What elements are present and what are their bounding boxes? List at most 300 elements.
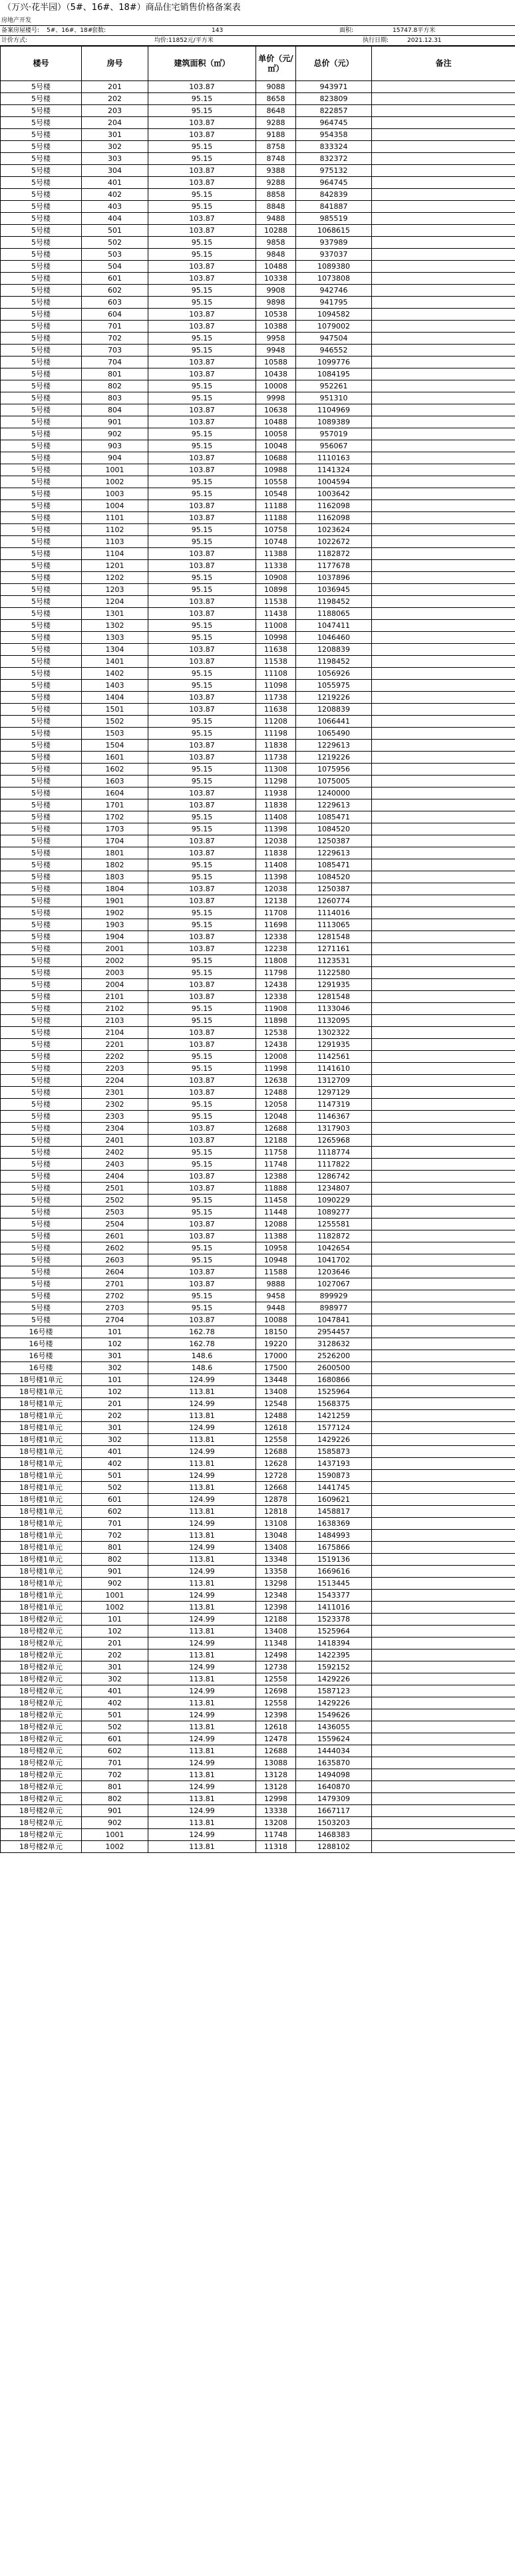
cell-total-price: 1084520 — [296, 871, 372, 883]
cell-total-price: 1229613 — [296, 847, 372, 859]
cell-area: 113.81 — [148, 1602, 256, 1614]
table-row — [1, 1159, 515, 1171]
cell-area: 95.15 — [148, 392, 256, 404]
table-row — [1, 380, 515, 392]
cell-room: 902 — [82, 1578, 148, 1590]
table-row — [1, 716, 515, 728]
cell-total-price: 937989 — [296, 237, 372, 249]
cell-total-price: 1640870 — [296, 1781, 372, 1793]
cell-notes — [372, 620, 515, 632]
cell-building: 5号楼 — [1, 1075, 82, 1087]
cell-room: 2202 — [82, 1051, 148, 1063]
cell-total-price: 1667117 — [296, 1805, 372, 1817]
record-label: 备案房屋楼号: — [1, 27, 40, 34]
cell-notes — [372, 1398, 515, 1410]
table-row — [1, 1111, 515, 1123]
cell-area: 113.81 — [148, 1458, 256, 1470]
cell-notes — [372, 141, 515, 153]
cell-room: 2602 — [82, 1242, 148, 1254]
cell-building: 5号楼 — [1, 1135, 82, 1147]
cell-total-price: 1099776 — [296, 357, 372, 368]
cell-area: 113.81 — [148, 1649, 256, 1661]
cell-notes — [372, 704, 515, 716]
table-row — [1, 1266, 515, 1278]
table-row — [1, 1482, 515, 1494]
cell-notes — [372, 1362, 515, 1374]
table-header-row — [1, 47, 515, 81]
cell-building: 18号楼1单元 — [1, 1518, 82, 1530]
cell-notes — [372, 1506, 515, 1518]
table-row — [1, 943, 515, 955]
cell-unit-price: 10558 — [256, 476, 296, 488]
table-row — [1, 129, 515, 141]
cell-unit-price: 12038 — [256, 883, 296, 895]
table-row — [1, 620, 515, 632]
cell-room: 1804 — [82, 883, 148, 895]
cell-notes — [372, 1470, 515, 1482]
cell-room: 2403 — [82, 1159, 148, 1171]
cell-total-price: 964745 — [296, 117, 372, 129]
cell-total-price: 1004594 — [296, 476, 372, 488]
cell-area: 103.87 — [148, 740, 256, 752]
cell-unit-price: 12488 — [256, 1087, 296, 1099]
cell-area: 113.81 — [148, 1530, 256, 1542]
cell-unit-price: 12878 — [256, 1494, 296, 1506]
cell-building: 5号楼 — [1, 799, 82, 811]
cell-area: 124.99 — [148, 1542, 256, 1554]
cell-area: 103.87 — [148, 117, 256, 129]
cell-room: 602 — [82, 285, 148, 297]
cell-area: 103.87 — [148, 895, 256, 907]
cell-building: 18号楼2单元 — [1, 1745, 82, 1757]
cell-total-price: 2600500 — [296, 1362, 372, 1374]
cell-area: 95.15 — [148, 620, 256, 632]
cell-area: 103.87 — [148, 656, 256, 668]
cell-room: 1203 — [82, 584, 148, 596]
cell-unit-price: 13048 — [256, 1530, 296, 1542]
cell-room: 202 — [82, 1649, 148, 1661]
cell-notes — [372, 129, 515, 141]
table-row — [1, 1218, 515, 1230]
cell-room: 301 — [82, 129, 148, 141]
cell-unit-price: 11938 — [256, 787, 296, 799]
cell-notes — [372, 1554, 515, 1566]
table-row — [1, 548, 515, 560]
buildings-value: 5#、16#、18# — [47, 27, 93, 34]
cell-total-price: 1525964 — [296, 1386, 372, 1398]
cell-notes — [372, 165, 515, 177]
table-row — [1, 728, 515, 740]
cell-building: 5号楼 — [1, 536, 82, 548]
cell-room: 2204 — [82, 1075, 148, 1087]
cell-unit-price: 12668 — [256, 1482, 296, 1494]
cell-building: 5号楼 — [1, 548, 82, 560]
cell-room: 401 — [82, 177, 148, 189]
table-row — [1, 500, 515, 512]
cell-area: 113.81 — [148, 1769, 256, 1781]
cell-building: 5号楼 — [1, 1302, 82, 1314]
cell-unit-price: 13088 — [256, 1757, 296, 1769]
cell-notes — [372, 728, 515, 740]
cell-area: 95.15 — [148, 919, 256, 931]
cell-building: 5号楼 — [1, 883, 82, 895]
cell-notes — [372, 560, 515, 572]
table-row — [1, 919, 515, 931]
cell-total-price: 1291935 — [296, 979, 372, 991]
cell-area: 103.87 — [148, 129, 256, 141]
cell-area: 95.15 — [148, 955, 256, 967]
cell-room: 1002 — [82, 476, 148, 488]
cell-unit-price: 11708 — [256, 907, 296, 919]
cell-notes — [372, 1254, 515, 1266]
cell-room: 502 — [82, 237, 148, 249]
table-row — [1, 1649, 515, 1661]
cell-unit-price: 10948 — [256, 1254, 296, 1266]
cell-area: 113.81 — [148, 1578, 256, 1590]
cell-area: 95.15 — [148, 1015, 256, 1027]
cell-unit-price: 11738 — [256, 692, 296, 704]
cell-room: 702 — [82, 1530, 148, 1542]
cell-building: 5号楼 — [1, 1123, 82, 1135]
cell-area: 95.15 — [148, 1063, 256, 1075]
cell-notes — [372, 440, 515, 452]
cell-building: 5号楼 — [1, 368, 82, 380]
table-row — [1, 309, 515, 321]
table-row — [1, 1410, 515, 1422]
cell-room: 602 — [82, 1745, 148, 1757]
cell-building: 5号楼 — [1, 835, 82, 847]
cell-unit-price: 10758 — [256, 524, 296, 536]
cell-room: 1302 — [82, 620, 148, 632]
cell-building: 5号楼 — [1, 1003, 82, 1015]
table-row — [1, 1745, 515, 1757]
cell-unit-price: 13408 — [256, 1626, 296, 1638]
cell-unit-price: 11408 — [256, 859, 296, 871]
table-row — [1, 1207, 515, 1218]
cell-unit-price: 11588 — [256, 1266, 296, 1278]
cell-room: 1004 — [82, 500, 148, 512]
cell-total-price: 1177678 — [296, 560, 372, 572]
cell-building: 5号楼 — [1, 117, 82, 129]
cell-unit-price: 11808 — [256, 955, 296, 967]
table-row — [1, 285, 515, 297]
cell-building: 18号楼2单元 — [1, 1817, 82, 1829]
cell-area: 113.81 — [148, 1554, 256, 1566]
cell-unit-price: 11798 — [256, 967, 296, 979]
cell-room: 802 — [82, 1793, 148, 1805]
cell-area: 95.15 — [148, 141, 256, 153]
cell-total-price: 1291935 — [296, 1039, 372, 1051]
cell-building: 5号楼 — [1, 488, 82, 500]
table-row — [1, 931, 515, 943]
cell-notes — [372, 189, 515, 201]
cell-area: 124.99 — [148, 1805, 256, 1817]
table-row — [1, 1003, 515, 1015]
cell-room: 404 — [82, 213, 148, 225]
cell-room: 501 — [82, 1709, 148, 1721]
cell-total-price: 1162098 — [296, 512, 372, 524]
table-row — [1, 297, 515, 309]
cell-room: 2304 — [82, 1123, 148, 1135]
table-row — [1, 452, 515, 464]
cell-total-price: 1055975 — [296, 680, 372, 692]
table-row — [1, 1458, 515, 1470]
cell-building: 5号楼 — [1, 105, 82, 117]
cell-room: 802 — [82, 380, 148, 392]
cell-total-price: 1484993 — [296, 1530, 372, 1542]
cell-unit-price: 12688 — [256, 1745, 296, 1757]
table-row — [1, 1386, 515, 1398]
cell-total-price: 1437193 — [296, 1458, 372, 1470]
table-row — [1, 1314, 515, 1326]
cell-room: 402 — [82, 1458, 148, 1470]
cell-building: 5号楼 — [1, 931, 82, 943]
table-row — [1, 1242, 515, 1254]
table-row — [1, 752, 515, 764]
table-row — [1, 1638, 515, 1649]
cell-room: 1803 — [82, 871, 148, 883]
cell-area: 103.87 — [148, 787, 256, 799]
cell-area: 95.15 — [148, 189, 256, 201]
cell-unit-price: 10288 — [256, 225, 296, 237]
cell-unit-price: 11008 — [256, 620, 296, 632]
cell-room: 1903 — [82, 919, 148, 931]
cell-area: 103.87 — [148, 799, 256, 811]
cell-area: 124.99 — [148, 1422, 256, 1434]
cell-room: 301 — [82, 1661, 148, 1673]
cell-area: 103.87 — [148, 943, 256, 955]
cell-area: 124.99 — [148, 1374, 256, 1386]
cell-building: 5号楼 — [1, 907, 82, 919]
cell-unit-price: 11338 — [256, 560, 296, 572]
table-row — [1, 1805, 515, 1817]
table-row — [1, 1781, 515, 1793]
cell-room: 904 — [82, 452, 148, 464]
cell-notes — [372, 883, 515, 895]
cell-room: 1603 — [82, 776, 148, 787]
cell-total-price: 1234807 — [296, 1183, 372, 1195]
cell-building: 18号楼1单元 — [1, 1530, 82, 1542]
table-row — [1, 692, 515, 704]
table-row — [1, 1374, 515, 1386]
cell-notes — [372, 309, 515, 321]
cell-building: 18号楼1单元 — [1, 1386, 82, 1398]
cell-area: 95.15 — [148, 871, 256, 883]
cell-unit-price: 11398 — [256, 823, 296, 835]
cell-area: 95.15 — [148, 1195, 256, 1207]
table-row — [1, 644, 515, 656]
table-row — [1, 1278, 515, 1290]
cell-room: 1701 — [82, 799, 148, 811]
cell-notes — [372, 895, 515, 907]
cell-notes — [372, 776, 515, 787]
cell-area: 95.15 — [148, 668, 256, 680]
cell-total-price: 1182872 — [296, 1230, 372, 1242]
cell-unit-price: 12398 — [256, 1602, 296, 1614]
cell-notes — [372, 536, 515, 548]
cell-notes — [372, 261, 515, 273]
cell-unit-price: 18150 — [256, 1326, 296, 1338]
cell-total-price: 1079002 — [296, 321, 372, 333]
cell-room: 603 — [82, 297, 148, 309]
cell-area: 95.15 — [148, 907, 256, 919]
meta-row-developer — [0, 16, 515, 26]
cell-notes — [372, 1685, 515, 1697]
table-row — [1, 1578, 515, 1590]
cell-area: 148.6 — [148, 1362, 256, 1374]
cell-building: 5号楼 — [1, 668, 82, 680]
cell-unit-price: 11638 — [256, 644, 296, 656]
cell-unit-price: 11388 — [256, 548, 296, 560]
cell-building: 18号楼2单元 — [1, 1757, 82, 1769]
cell-total-price: 1085471 — [296, 811, 372, 823]
cell-unit-price: 9188 — [256, 129, 296, 141]
cell-room: 1201 — [82, 560, 148, 572]
cell-building: 5号楼 — [1, 560, 82, 572]
cell-building: 5号楼 — [1, 464, 82, 476]
cell-total-price: 1592152 — [296, 1661, 372, 1673]
cell-area: 95.15 — [148, 1302, 256, 1314]
cell-unit-price: 12818 — [256, 1506, 296, 1518]
table-row — [1, 536, 515, 548]
cell-notes — [372, 1482, 515, 1494]
cell-building: 5号楼 — [1, 776, 82, 787]
cell-building: 18号楼2单元 — [1, 1829, 82, 1841]
cell-notes — [372, 1207, 515, 1218]
cell-room: 2703 — [82, 1302, 148, 1314]
cell-total-price: 1675866 — [296, 1542, 372, 1554]
cell-notes — [372, 1290, 515, 1302]
cell-unit-price: 11738 — [256, 752, 296, 764]
cell-room: 202 — [82, 93, 148, 105]
cell-area: 95.15 — [148, 237, 256, 249]
cell-room: 604 — [82, 309, 148, 321]
cell-building: 18号楼1单元 — [1, 1602, 82, 1614]
cell-notes — [372, 1266, 515, 1278]
cell-notes — [372, 476, 515, 488]
cell-area: 95.15 — [148, 380, 256, 392]
cell-total-price: 1429226 — [296, 1697, 372, 1709]
table-row — [1, 1590, 515, 1602]
cell-notes — [372, 1183, 515, 1195]
cell-notes — [372, 764, 515, 776]
cell-unit-price: 11748 — [256, 1159, 296, 1171]
cell-total-price: 947504 — [296, 333, 372, 345]
cell-unit-price: 12738 — [256, 1661, 296, 1673]
cell-building: 5号楼 — [1, 1147, 82, 1159]
cell-total-price: 1122580 — [296, 967, 372, 979]
cell-notes — [372, 297, 515, 309]
cell-room: 1504 — [82, 740, 148, 752]
cell-room: 2604 — [82, 1266, 148, 1278]
cell-notes — [372, 1003, 515, 1015]
cell-building: 5号楼 — [1, 273, 82, 285]
cell-building: 5号楼 — [1, 476, 82, 488]
cell-unit-price: 13208 — [256, 1817, 296, 1829]
cell-unit-price: 9848 — [256, 249, 296, 261]
cell-notes — [372, 524, 515, 536]
cell-unit-price: 10048 — [256, 440, 296, 452]
cell-notes — [372, 1709, 515, 1721]
cell-total-price: 822857 — [296, 105, 372, 117]
cell-building: 5号楼 — [1, 823, 82, 835]
cell-unit-price: 11698 — [256, 919, 296, 931]
cell-building: 5号楼 — [1, 1015, 82, 1027]
cell-building: 5号楼 — [1, 297, 82, 309]
meta-row-pricing — [0, 36, 515, 46]
cell-area: 95.15 — [148, 680, 256, 692]
table-row — [1, 1673, 515, 1685]
cell-area: 103.87 — [148, 1123, 256, 1135]
cell-unit-price: 11198 — [256, 728, 296, 740]
cell-total-price: 1669616 — [296, 1566, 372, 1578]
meta-row-record — [0, 26, 515, 36]
cell-unit-price: 9898 — [256, 297, 296, 309]
cell-area: 103.87 — [148, 500, 256, 512]
table-row — [1, 189, 515, 201]
cell-area: 95.15 — [148, 297, 256, 309]
cell-total-price: 1047411 — [296, 620, 372, 632]
header-unit-price: 单价（元/㎡） — [256, 47, 296, 81]
table-row — [1, 1697, 515, 1709]
cell-total-price: 1635870 — [296, 1757, 372, 1769]
cell-building: 18号楼2单元 — [1, 1781, 82, 1793]
cell-area: 95.15 — [148, 333, 256, 345]
cell-unit-price: 10908 — [256, 572, 296, 584]
cell-room: 1604 — [82, 787, 148, 799]
cell-unit-price: 12618 — [256, 1721, 296, 1733]
cell-area: 103.87 — [148, 1087, 256, 1099]
cell-room: 401 — [82, 1685, 148, 1697]
cell-unit-price: 9948 — [256, 345, 296, 357]
table-row — [1, 261, 515, 273]
cell-building: 5号楼 — [1, 1063, 82, 1075]
cell-building: 18号楼2单元 — [1, 1626, 82, 1638]
cell-room: 1502 — [82, 716, 148, 728]
cell-total-price: 1219226 — [296, 692, 372, 704]
cell-unit-price: 12488 — [256, 1410, 296, 1422]
cell-building: 18号楼2单元 — [1, 1661, 82, 1673]
table-row — [1, 225, 515, 237]
cell-building: 5号楼 — [1, 428, 82, 440]
cell-room: 602 — [82, 1506, 148, 1518]
cell-unit-price: 9458 — [256, 1290, 296, 1302]
cell-unit-price: 13348 — [256, 1554, 296, 1566]
header-notes: 备注 — [372, 47, 515, 81]
cell-notes — [372, 668, 515, 680]
cell-area: 124.99 — [148, 1446, 256, 1458]
cell-area: 113.81 — [148, 1841, 256, 1853]
cell-total-price: 1568375 — [296, 1398, 372, 1410]
cell-room: 702 — [82, 333, 148, 345]
cell-area: 103.87 — [148, 1039, 256, 1051]
cell-room: 1102 — [82, 524, 148, 536]
cell-building: 5号楼 — [1, 213, 82, 225]
cell-room: 2503 — [82, 1207, 148, 1218]
cell-total-price: 1117822 — [296, 1159, 372, 1171]
cell-notes — [372, 404, 515, 416]
table-row — [1, 1183, 515, 1195]
cell-building: 18号楼1单元 — [1, 1410, 82, 1422]
cell-notes — [372, 500, 515, 512]
cell-notes — [372, 357, 515, 368]
cell-room: 2501 — [82, 1183, 148, 1195]
cell-notes — [372, 452, 515, 464]
cell-room: 1001 — [82, 464, 148, 476]
cell-building: 5号楼 — [1, 512, 82, 524]
cell-room: 1601 — [82, 752, 148, 764]
cell-total-price: 898977 — [296, 1302, 372, 1314]
